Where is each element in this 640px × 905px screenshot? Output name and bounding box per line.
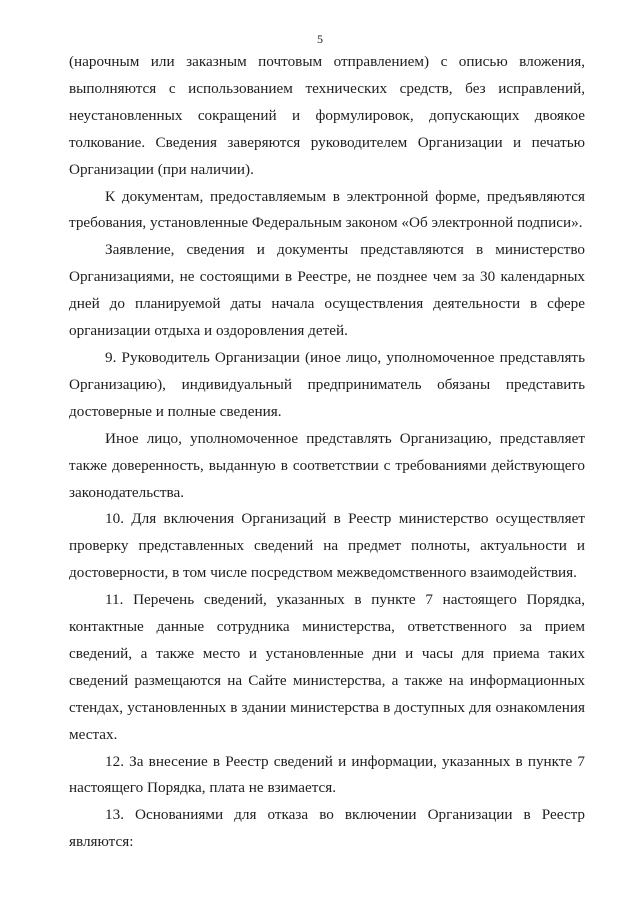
document-body xyxy=(69,49,585,856)
paragraph-item-13: 13. Основаниями для отказа во включении Организации в Реестр являются: xyxy=(69,806,585,851)
paragraph-power-of-attorney: Иное лицо, уполномоченное представлять Организацию, представляет также доверенность, выданную в соответствии с требованиями действующего законодательства. xyxy=(69,429,585,501)
paragraph-electronic-documents: К документам, предоставляемым в электронной форме, предъявляются требования, установленные Федеральным законом «Об электронной подписи». xyxy=(69,187,585,232)
paragraph-submission-deadline: Заявление, сведения и документы представляются в министерство Организациями, не состоящими в Реестре, не позднее чем за 30 календарных дней до планируемой даты начала осуществления деятельности в сфере организации отдыха и оздоровления детей. xyxy=(69,241,585,340)
paragraph-item-12: 12. За внесение в Реестр сведений и информации, указанных в пункте 7 настоящего Порядка, плата не взимается. xyxy=(69,752,585,797)
paragraph-item-10: 10. Для включения Организаций в Реестр министерство осуществляет проверку представленных сведений на предмет полноты, актуальности и достоверности, в том числе посредством межведомственного взаимодействия. xyxy=(69,510,585,582)
page-number: 5 xyxy=(317,32,323,46)
paragraph-item-11: 11. Перечень сведений, указанных в пункте 7 настоящего Порядка, контактные данные сотрудника министерства, ответственного за прием сведений, а также место и установленные дни и часы для приема таких сведений размещаются на Сайте министерства, а также на информационных стендах, установленных в здании министерства в доступных для ознакомления местах. xyxy=(69,591,585,743)
paragraph-item-9: 9. Руководитель Организации (иное лицо, уполномоченное представлять Организацию), индивидуальный предприниматель обязаны представить достоверные и полные сведения. xyxy=(69,348,585,420)
paragraph-submission-requirements: (нарочным или заказным почтовым отправлением) с описью вложения, выполняются с использованием технических средств, без исправлений, неустановленных сокращений и формулировок, допускающих двоякое толкование. Сведения заверяются руководителем Организации и печатью Организации (при наличии). xyxy=(69,53,585,178)
